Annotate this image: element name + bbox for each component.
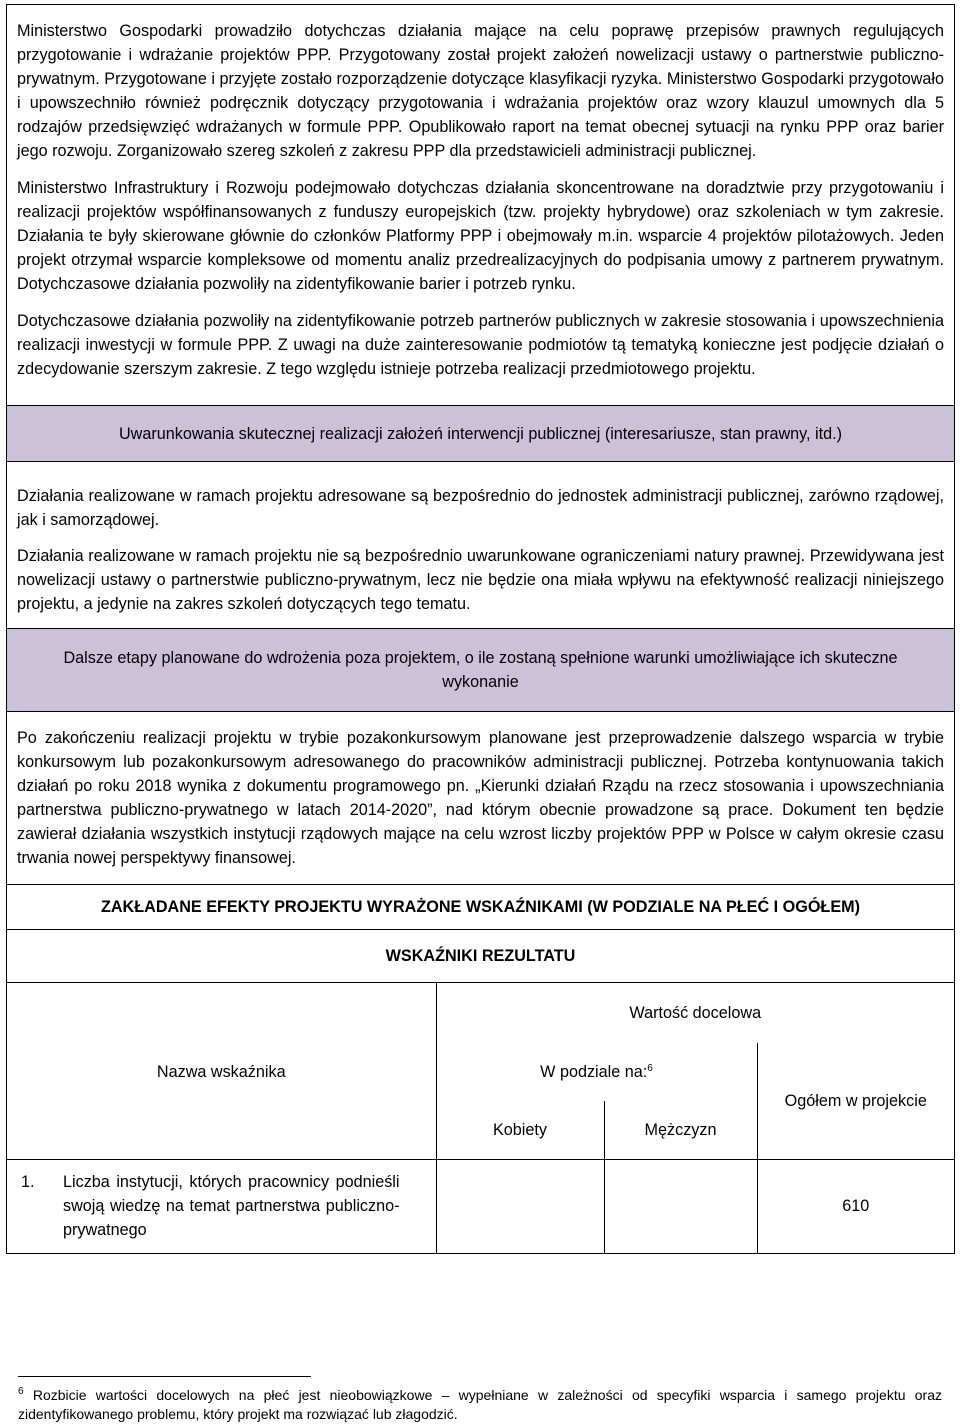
document-frame — [6, 4, 955, 1254]
paragraph: Ministerstwo Gospodarki prowadziło dotychczas działania mające na celu poprawę przepisów prawnych regulujących przygotowanie i wdrażanie projektów PPP. Przygotowany został projekt założeń nowelizacji ustawy o partnerstwie publiczno-prywatnym. Przygotowane i przyjęte zostało rozporządzenie dotyczące klasyfikacji ryzyka. Ministerstwo Gospodarki przygotowało i upowszechniło również podręcznik dotyczący przygotowania i wdrażania projektów oraz wzory klauzul umownych dla 5 rodzajów przedsięwzięć wdrażanych w formule PPP. Opublikowało raport na temat obecnej sytuacji na rynku PPP oraz barier jego rozwoju. Zorganizowało szereg szkoleń z zakresu PPP dla przedstawicieli administracji publicznej. — [17, 22, 944, 160]
indicators-table — [7, 983, 954, 1253]
intro-section — [7, 5, 954, 406]
women-value — [436, 1159, 604, 1253]
indicator-name-label: Nazwa wskaźnika — [156, 1062, 286, 1081]
women-label: Kobiety — [493, 1120, 547, 1139]
conditions-section — [7, 462, 954, 629]
target-value-header — [436, 983, 954, 1043]
paragraph: Działania realizowane w ramach projektu nie są bezpośrednio uwarunkowane ograniczeniami natury prawnej. Przewidywana jest nowelizacji ustawy o partnerstwie publiczno-prywatnym, lecz nie będzie ona miała wpływu na efektywność realizacji niniejszego projektu, a jedynie na zakres szkoleń dotyczących tego tematu. — [17, 547, 944, 613]
women-header — [436, 1101, 604, 1159]
split-header — [436, 1043, 757, 1101]
row-number: 1. — [21, 1173, 35, 1192]
section-heading: Dalsze etapy planowane do wdrożenia poza projektem, o ile zostaną spełnione warunki umożliwiające ich skuteczne wykonanie — [63, 649, 898, 691]
indicator-name: Liczba instytucji, których pracownicy podnieśli swoją wiedzę na temat partnerstwa publiczno-prywatnego — [63, 1173, 400, 1240]
result-indicators-title: WSKAŹNIKI REZULTATU — [385, 947, 576, 965]
men-header — [604, 1101, 757, 1159]
next-steps-heading — [7, 629, 954, 712]
conditions-heading — [7, 406, 954, 462]
indicator-name-cell — [7, 1159, 436, 1253]
footnote — [18, 1386, 942, 1424]
next-steps-section — [7, 712, 954, 885]
footnote-number: 6 — [18, 1386, 24, 1397]
paragraph: Działania realizowane w ramach projektu adresowane są bezpośrednio do jednostek administracji publicznej, zarówno rządowej, jak i samorządowej. — [17, 487, 944, 529]
men-label: Mężczyzn — [644, 1120, 717, 1139]
paragraph: Ministerstwo Infrastruktury i Rozwoju podejmowało dotychczas działania skoncentrowane na doradztwie przy przygotowaniu i realizacji projektów współfinansowanych z funduszy europejskich (tzw. projekty hybrydowe) oraz szkoleniach w tym zakresie. Działania te były skierowane głównie do członków Platformy PPP i obejmowały m.in. wsparcie 4 projektów pilotażowych. Jeden projekt otrzymał wsparcie kompleksowe od momentu analiz przedrealizacyjnych do podpisania umowy z partnerem prywatnym. Dotychczasowe działania pozwoliły na zidentyfikowanie barier i potrzeb rynku. — [17, 179, 944, 293]
footnote-text: Rozbicie wartości docelowych na płeć jest nieobowiązkowe – wypełniane w zależności od specyfiki wsparcia i samego projektu oraz zidentyfikowanego problemu, który projekt ma rozwiązać lub złagodzić. — [18, 1387, 942, 1422]
paragraph: Po zakończeniu realizacji projektu w trybie pozakonkursowym planowane jest przeprowadzenie dalszego wsparcia w trybie konkursowym lub pozakonkursowym adresowanego do pracowników administracji publicznej. Potrzeba kontynuowania takich działań po roku 2018 wynika z dokumentu programowego pn. „Kierunki działań Rządu na rzecz stosowania i upowszechniania partnerstwa publiczno-prywatnego w latach 2014-2020”, nad którym obecnie prowadzone są prace. Dokument ten będzie zawierał działania wszystkich instytucji rządowych mające na celu wzrost liczby projektów PPP w Polsce w całym okresie czasu trwania nowej perspektywy finansowej. — [17, 729, 944, 867]
indicators-table-wrap — [7, 983, 954, 1253]
footnote-separator — [18, 1376, 311, 1377]
split-label: W podziale na: — [540, 1063, 648, 1081]
total-label: Ogółem w projekcie — [784, 1091, 927, 1110]
section-heading: Uwarunkowania skutecznej realizacji założeń interwencji publicznej (interesariusze, stan prawny, itd.) — [118, 424, 843, 443]
men-value — [604, 1159, 757, 1253]
total-value: 610 — [757, 1159, 954, 1253]
table-row — [7, 1159, 954, 1253]
effects-title: ZAKŁADANE EFEKTY PROJEKTU WYRAŻONE WSKAŹNIKAMI (W PODZIALE NA PŁEĆ I OGÓŁEM) — [100, 898, 860, 916]
footnote-ref: 6 — [647, 1063, 653, 1074]
target-value-label: Wartość docelowa — [629, 1004, 762, 1022]
indicator-name-header — [7, 1062, 436, 1159]
effects-heading — [7, 885, 954, 930]
total-header — [757, 1043, 954, 1159]
result-indicators-heading — [7, 930, 954, 983]
paragraph: Dotychczasowe działania pozwoliły na zidentyfikowanie potrzeb partnerów publicznych w zakresie stosowania i upowszechnienia realizacji inwestycji w formule PPP. Z uwagi na duże zainteresowanie podmiotów tą tematyką konieczne jest podjęcie działań o zdecydowanie szerszym zakresie. Z tego względu istnieje potrzeba realizacji przedmiotowego projektu. — [17, 312, 944, 378]
